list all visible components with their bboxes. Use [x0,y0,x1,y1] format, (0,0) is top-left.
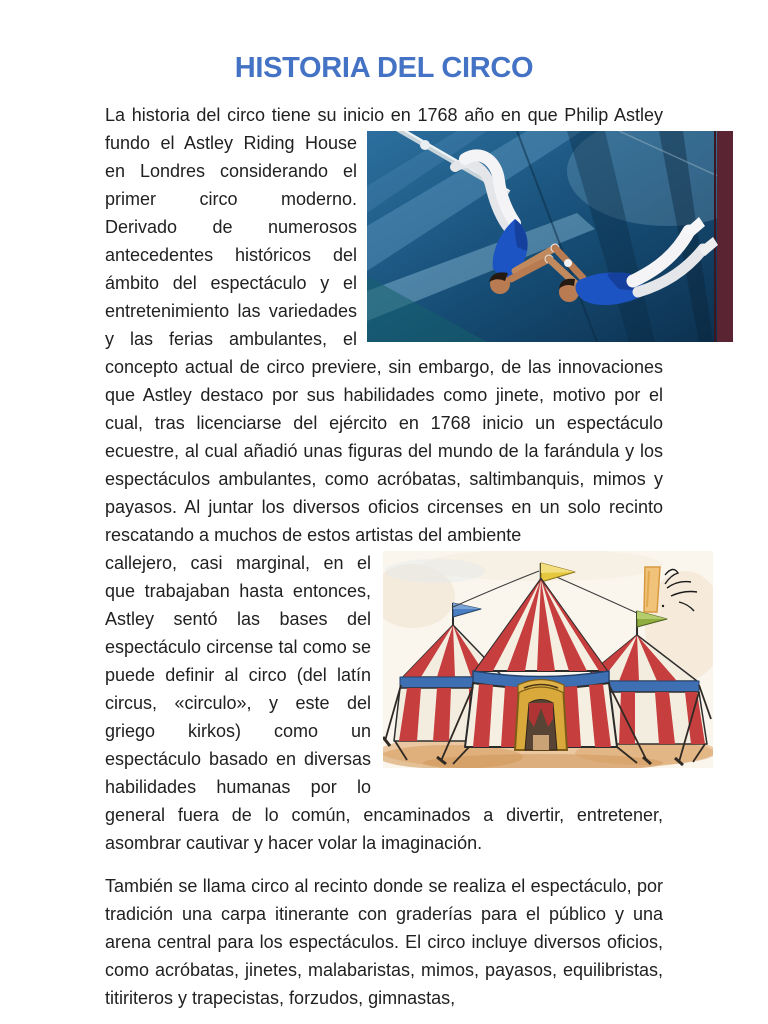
tent-entrance [515,680,567,751]
document-content [105,101,663,1012]
trapeze-artists-photo [367,131,733,342]
paragraph-one-a-text: fundo el Astley Riding House en Londres considerando el primer circo moderno. Derivado de numerosos antecedentes históricos del ámbito del espectáculo y el entretenimiento las variedades y las ferias ambulantes, el concepto actual de circo previere, sin embargo, de las innovaciones que Astley destaco por sus habilidades como jinete, motivo por el cual, tras licenciarse del ejército en 1768 inicio un espectáculo ecuestre, al cual añadió unas figuras del mundo de la farándula y los espectáculos ambulantes, como acróbatas, saltimbanquis, mimos y payasos. Al juntar los diversos oficios circenses en un solo recinto rescatando a muchos de estos artistas del ambiente [105,133,663,545]
intro-line: La historia del circo tiene su inicio en 1768 año en que Philip Astley [105,105,663,125]
paragraph-two: También se llama circo al recinto donde se realiza el espectáculo, por tradición una carpa itinerante con graderías para el público y una arena central para los espectáculos. El circo incluye diversos oficios, como acróbatas, jinetes, malabaristas, mimos, payasos, equilibristas, titiriteros y trapecistas, forzudos, gimnastas, [105,876,663,1008]
paragraph-one-b-text: callejero, casi marginal, en el que trabajaban hasta entonces, Astley sentó las bases del espectáculo circense tal como se puede definir al circo (del latín circus, «circulo», y este del griego kirkos) como un espectáculo basado en diversas habilidades humanas por lo general fuera de lo común, encaminados a divertir, entretener, asombrar cautivar y hacer volar la imaginación. [105,553,663,853]
paragraph-one-b [105,549,663,857]
page-title: HISTORIA DEL CIRCO [234,52,534,84]
circus-tent-watercolor [383,551,713,768]
paragraph-one-a [105,129,663,549]
curtain-strip [717,131,733,342]
